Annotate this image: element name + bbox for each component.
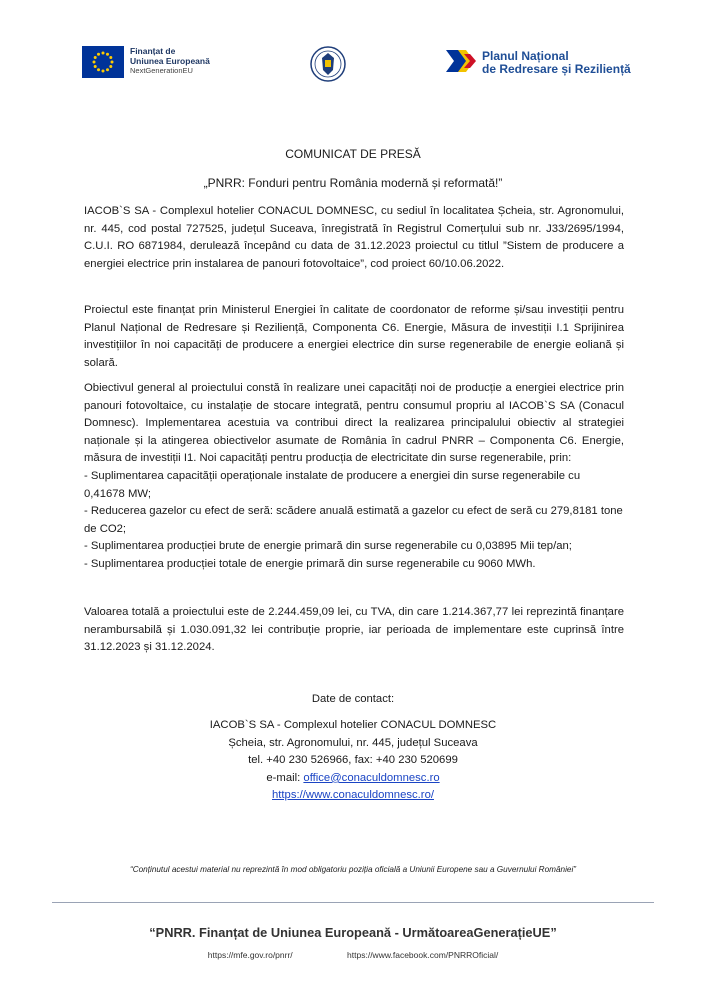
contact-address: Șcheia, str. Agronomului, nr. 445, județul Suceava <box>228 736 478 749</box>
document-header <box>0 0 706 110</box>
contact-details <box>0 717 706 805</box>
press-release-subtitle: „PNRR: Fonduri pentru România modernă și reformată!” <box>203 176 503 190</box>
contact-email-row <box>0 770 706 788</box>
romanian-government-seal-icon <box>310 44 346 84</box>
disclaimer-note: “Conținutul acestui material nu reprezintă în mod obligatoriu poziția oficială a Uniunii Europene sau a Guvernului României” <box>129 865 576 874</box>
objective-bullet: - Suplimentarea capacității operaționale instalate de producere a energiei din surse regenerabile cu 0,41678 MW; <box>84 469 581 500</box>
eu-logo-line2: Uniunea Europeană <box>130 56 210 66</box>
contact-company: IACOB`S SA - Complexul hotelier CONACUL DOMNESC <box>209 719 497 731</box>
contact-heading: Date de contact: <box>311 693 395 705</box>
pnrr-logo-line2: de Redresare și Reziliență <box>482 62 631 76</box>
footer-links <box>0 950 706 960</box>
footer-divider <box>52 902 654 903</box>
press-release-title: COMUNICAT DE PRESĂ <box>285 147 421 161</box>
objective-bullet: - Suplimentarea producției totale de energie primară din surse regenerabile cu 9060 MWh. <box>84 557 536 570</box>
objective-bullet: - Suplimentarea producției brute de energie primară din surse regenerabile cu 0,03895 Mii tep/an; <box>84 540 572 553</box>
pnrr-arrow-icon <box>446 50 478 72</box>
eu-logo-line3: NextGenerationEU <box>130 66 193 75</box>
footer-title: “PNRR. Finanțat de Uniunea Europeană - UrmătoareaGenerațieUE” <box>149 925 557 940</box>
objectives-intro: Obiectivul general al proiectului constă în realizare unei capacități noi de producție a energiei electrice prin panouri fotovoltaice, cu instalație de stocare integrată, pentru consumul propriu al IACOB`S SA (Conacul Domnesc). Implementarea acestuia va contribui direct la realizarea principalului obiectiv al strategiei naționale și la atingerea obiectivelor asumate de România în cadrul PNRR – Componenta C6. Energie, măsura de investiții I1. Noi capacități pentru producția de electricitate din surse regenerabile, prin: <box>84 382 624 465</box>
eu-funding-logo <box>82 46 210 78</box>
eu-logo-line1: Finanțat de <box>130 46 176 56</box>
paragraph-financing: Proiectul este finanțat prin Ministerul Energiei în calitate de coordonator de reforme și/sau investiții pentru Planul Național de Redresare și Reziliență, Componenta C6. Energie, Măsura de investiții I.1 Sprijinirea investițiilor în noi capacități de producere a energiei electrice din surse regenerabile de energie eoliană și solară. <box>84 304 624 369</box>
objective-bullet: - Reducerea gazelor cu efect de seră: scădere anuală estimată a gazelor cu efect de seră cu 279,8181 tone de CO2; <box>84 505 623 535</box>
paragraph-objectives <box>84 380 624 574</box>
eu-flag-icon <box>82 46 124 78</box>
contact-phone: tel. +40 230 526966, fax: +40 230 520699 <box>248 754 458 767</box>
footer-link-facebook[interactable]: https://www.facebook.com/PNRROficial/ <box>347 950 499 960</box>
pnrr-logo <box>446 50 631 76</box>
footer-link-mfe[interactable]: https://mfe.gov.ro/pnrr/ <box>207 950 293 960</box>
paragraph-project-intro: IACOB`S SA - Complexul hotelier CONACUL DOMNESC, cu sediul în localitatea Șcheia, str. Agronomului, nr. 445, cod postal 727525, județul Suceava, înregistrată în Registrul Comerțului sub nr. J33/2695/1994, C.U.I. RO 6871984, derulează începând cu data de 31.12.2023 proiectul cu titlul ”Sistem de producere a energiei electrice prin instalarea de panouri fotovoltaice”, cod proiect 60/10.06.2022. <box>84 205 624 270</box>
contact-email-label: e-mail: <box>266 771 304 784</box>
paragraph-project-value: Valoarea totală a proiectului este de 2.244.459,09 lei, cu TVA, din care 1.214.367,77 lei reprezintă finanțare nerambursabilă și 1.030.091,32 lei contribuție proprie, iar perioada de implementare este cuprinsă între 31.12.2023 și 31.12.2024. <box>84 606 624 654</box>
pnrr-logo-line1: Planul Național <box>482 49 569 63</box>
contact-website-link[interactable]: https://www.conaculdomnesc.ro/ <box>272 789 434 802</box>
contact-email-link[interactable]: office@conaculdomnesc.ro <box>303 771 440 784</box>
